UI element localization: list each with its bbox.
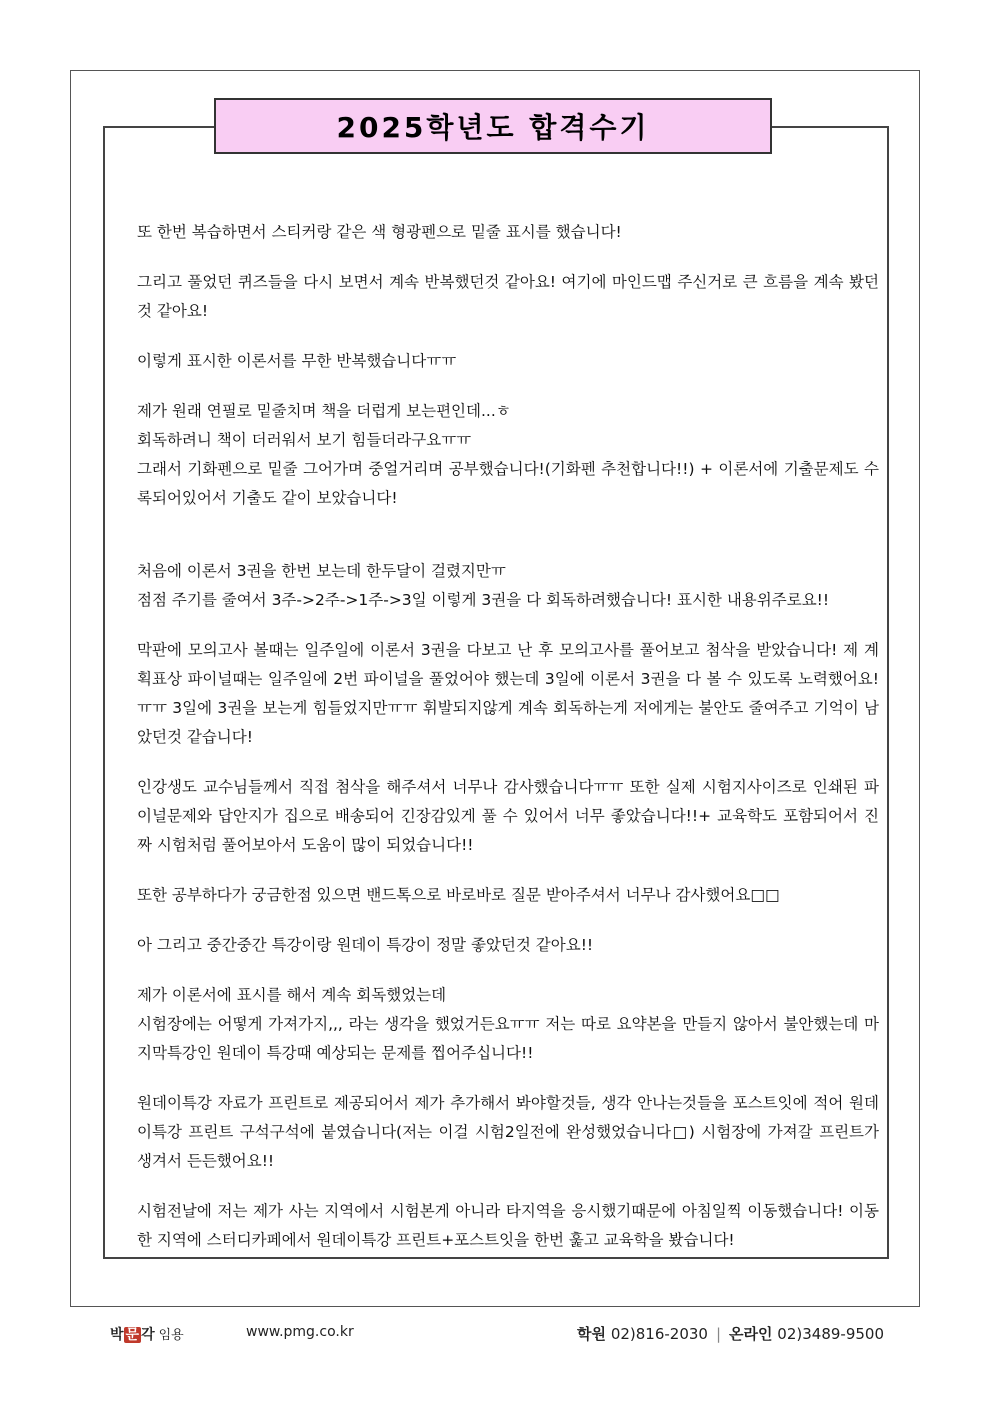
paragraph-line: 점점 주기를 줄여서 3주->2주->1주->3일 이렇게 3권을 다 회독하려했습니다! 표시한 내용위주로요!! <box>137 591 830 609</box>
paragraph-line: 제가 원래 연필로 밑줄치며 책을 더럽게 보는편인데...ㅎ <box>137 402 511 420</box>
paragraph <box>137 1197 879 1255</box>
paragraph-line: 또한 공부하다가 궁금한점 있으면 밴드톡으로 바로바로 질문 받아주셔서 너무나 감사했어요□□ <box>137 886 780 904</box>
page-title: 2025학년도 합격수기 <box>336 111 650 144</box>
paragraph-line: 시험전날에 저는 제가 사는 지역에서 시험본게 아니라 타지역을 응시했기때문에 아침일찍 이동했습니다! 이동한 지역에 스터디카페에서 원데이특강 프린트+포스트잇을 한번 훑고 교육학을 봤습니다! <box>137 1202 879 1249</box>
paragraph-line: 아 그리고 중간중간 특강이랑 원데이 특강이 정말 좋았던것 같아요!! <box>137 936 594 954</box>
paragraph <box>137 268 879 326</box>
paragraph-line: 제가 이론서에 표시를 해서 계속 회독했었는데 <box>137 986 447 1004</box>
paragraph <box>137 931 879 960</box>
paragraph <box>137 981 879 1068</box>
paragraph <box>137 881 879 910</box>
paragraph <box>137 636 879 752</box>
paragraph-line: 그래서 기화펜으로 밑줄 그어가며 중얼거리며 공부했습니다!(기화펜 추천합니다!!) + 이론서에 기출문제도 수록되어있어서 기출도 같이 보았습니다! <box>137 460 879 507</box>
paragraph-line: 처음에 이론서 3권을 한번 보는데 한두달이 걸렸지만ㅠ <box>137 562 506 580</box>
footer <box>0 1320 992 1350</box>
paragraph <box>137 557 879 615</box>
paragraph <box>137 218 879 247</box>
website-link[interactable]: www.pmg.co.kr <box>246 1324 354 1340</box>
paragraph <box>137 773 879 860</box>
paragraph-line: 또 한번 복습하면서 스티커랑 같은 색 형광펜으로 밑줄 표시를 했습니다! <box>137 223 622 241</box>
paragraph-line: 그리고 풀었던 퀴즈들을 다시 보면서 계속 반복했던것 같아요! 여기에 마인드맵 주신거로 큰 흐름을 계속 봤던것 같아요! <box>137 273 879 320</box>
academy-phone: 02)816-2030 <box>610 1325 708 1343</box>
logo-text-1: 박 <box>110 1327 124 1343</box>
contact-separator: | <box>715 1325 722 1343</box>
paragraph <box>137 347 879 376</box>
logo-text-2: 각 <box>141 1327 155 1343</box>
testimonial-body <box>137 218 879 1276</box>
contact-info <box>577 1323 884 1344</box>
paragraph-line: 인강생도 교수님들께서 직접 첨삭을 해주셔서 너무나 감사했습니다ㅠㅠ 또한 실제 시험지사이즈로 인쇄된 파이널문제와 답안지가 집으로 배송되어 긴장감있게 풀 수 있어서 너무 좋았습니다!!+ 교육학도 포함되어서 진짜 시험처럼 풀어보아서 도움이 많이 되었습니다!! <box>137 778 879 854</box>
paragraph-line: 시험장에는 어떻게 가져가지,,, 라는 생각을 했었거든요ㅠㅠ 저는 따로 요약본을 만들지 않아서 불안했는데 마지막특강인 원데이 특강때 예상되는 문제를 찝어주십니다!! <box>137 1015 879 1062</box>
paragraph-line: 이렇게 표시한 이론서를 무한 반복했습니다ㅠㅠ <box>137 352 457 370</box>
logo-text-accent: 문 <box>125 1327 140 1343</box>
online-label: 온라인 <box>729 1325 773 1343</box>
logo-subtitle: 임용 <box>158 1328 184 1343</box>
paragraph <box>137 1089 879 1176</box>
academy-label: 학원 <box>577 1325 607 1343</box>
online-phone: 02)3489-9500 <box>777 1325 884 1343</box>
publisher-logo <box>110 1324 184 1344</box>
paragraph-line: 원데이특강 자료가 프린트로 제공되어서 제가 추가해서 봐야할것들, 생각 안나는것들을 포스트잇에 적어 원데이특강 프린트 구석구석에 붙였습니다(저는 이걸 시험2일전에 완성했었습니다□) 시험장에 가져갈 프린트가 생겨서 든든했어요!! <box>137 1094 879 1170</box>
paragraph-line: 막판에 모의고사 볼때는 일주일에 이론서 3권을 다보고 난 후 모의고사를 풀어보고 첨삭을 받았습니다! 제 계획표상 파이널때는 일주일에 2번 파이널을 풀었어야 했는데 3일에 이론서 3권을 다 볼 수 있도록 노력했어요!ㅠㅠ 3일에 3권을 보는게 힘들었지만ㅠㅠ 휘발되지않게 계속 회독하는게 저에게는 불안도 줄여주고 기억이 남았던것 같습니다! <box>137 641 879 746</box>
paragraph <box>137 397 879 513</box>
title-banner <box>214 98 772 154</box>
paragraph-line: 회독하려니 책이 더러워서 보기 힘들더라구요ㅠㅠ <box>137 431 472 449</box>
